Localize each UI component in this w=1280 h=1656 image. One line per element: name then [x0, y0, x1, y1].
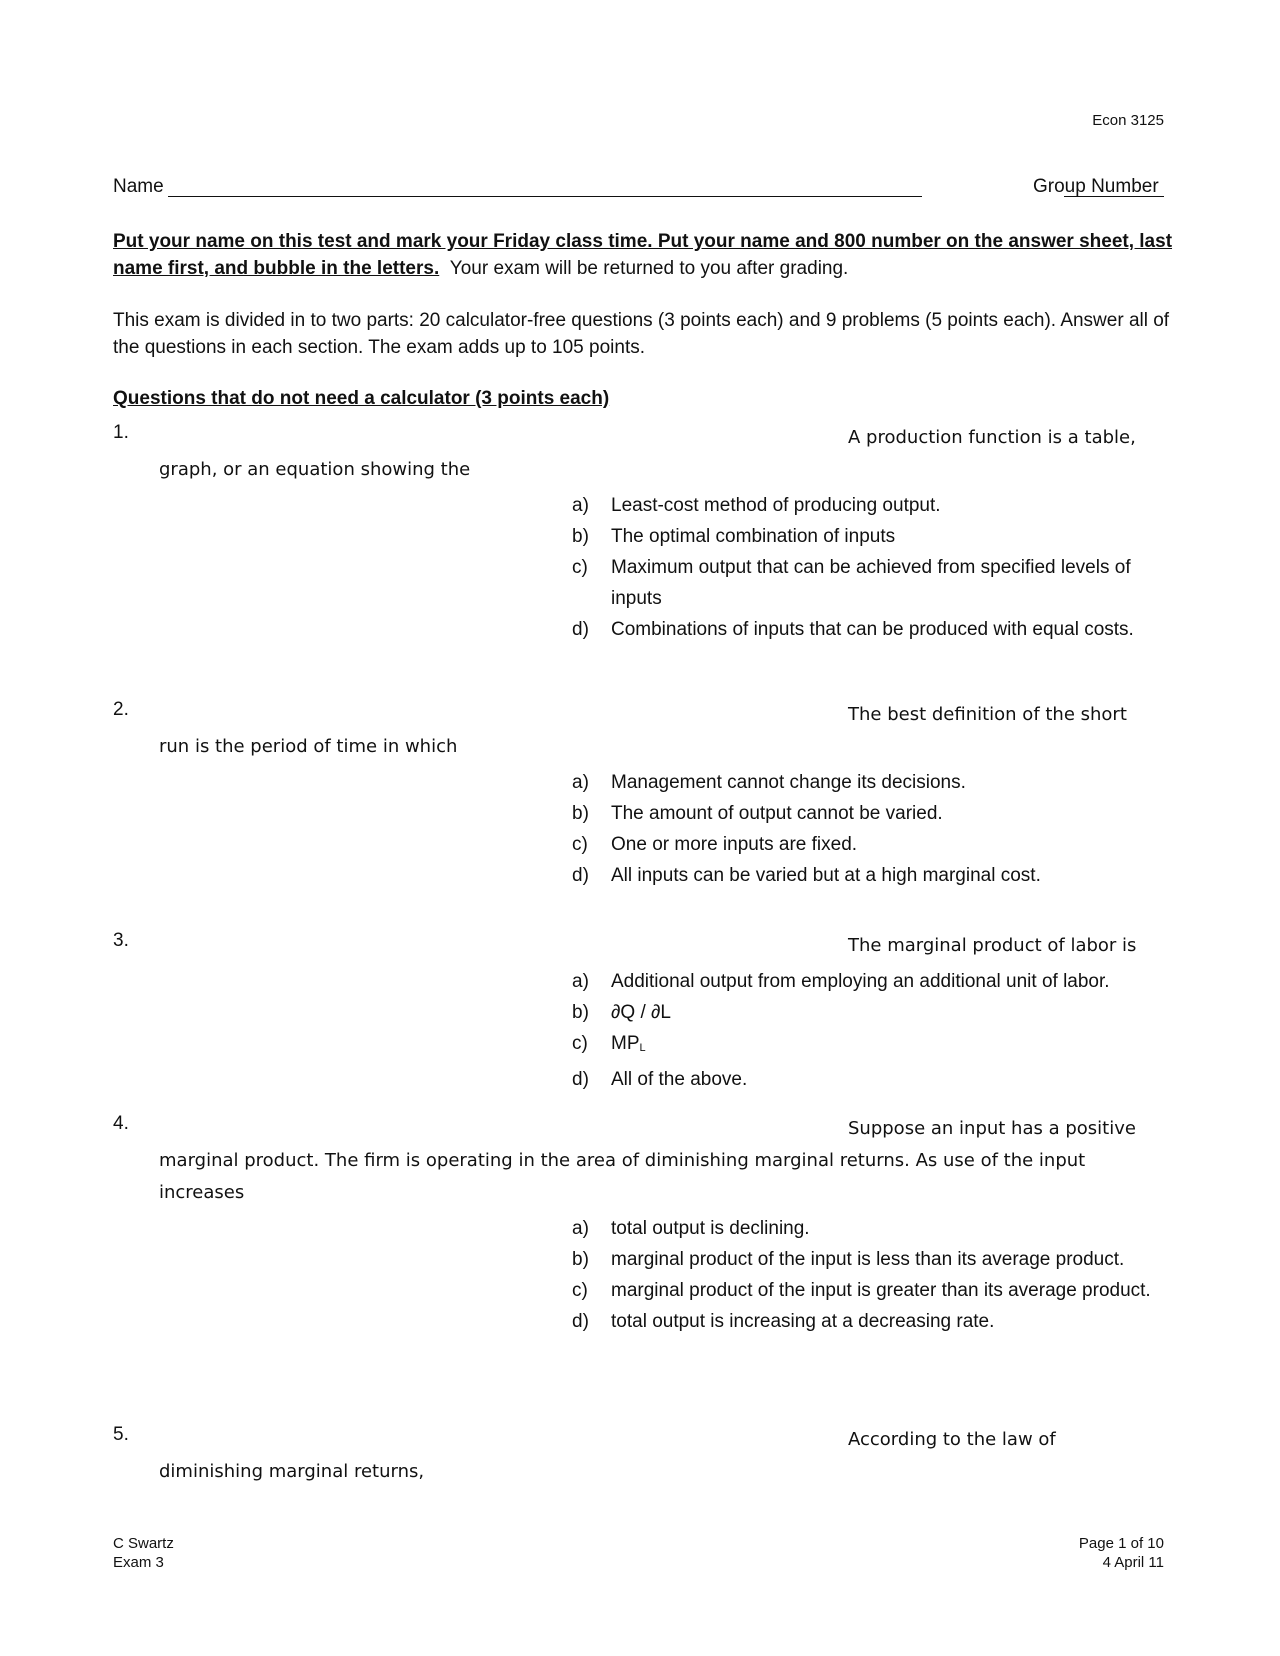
answer-options [113, 490, 1168, 645]
instructions [113, 228, 1173, 282]
option-b[interactable] [572, 1244, 1156, 1275]
question-text-rest: graph, or an equation showing the [159, 459, 471, 480]
option-letter: d) [572, 619, 589, 640]
footer-author: C Swartz [113, 1535, 174, 1552]
name-row [113, 176, 1164, 200]
option-text: ∂Q / ∂L [611, 1002, 671, 1023]
question-text [113, 422, 1168, 486]
option-a[interactable] [572, 1213, 1156, 1244]
option-letter: b) [572, 1002, 589, 1023]
question-number: 2. [113, 699, 129, 720]
option-letter: c) [572, 557, 588, 578]
option-text: The optimal combination of inputs [611, 526, 896, 547]
option-c[interactable] [572, 1275, 1156, 1306]
footer-left [113, 1534, 174, 1572]
answer-options [113, 1213, 1168, 1337]
course-code: Econ 3125 [1092, 112, 1164, 129]
option-letter: a) [572, 971, 589, 992]
footer-right [1079, 1534, 1164, 1572]
footer-exam: Exam 3 [113, 1554, 164, 1571]
question-text-rest: marginal product. The firm is operating in the area of diminishing marginal returns. As use of the input increases [159, 1150, 1086, 1203]
question-number: 4. [113, 1113, 129, 1134]
option-letter: a) [572, 495, 589, 516]
option-text: Combinations of inputs that can be produced with equal costs. [611, 619, 1134, 640]
option-a[interactable] [572, 767, 1156, 798]
instructions-emphasis: Put your name on this test and mark your Friday class time. Put your name and 800 number on the answer sheet, last name first, and bubble in the letters. [113, 231, 1173, 279]
question-text-rest: run is the period of time in which [159, 736, 458, 757]
option-text: All inputs can be varied but at a high marginal cost. [611, 865, 1041, 886]
option-letter: b) [572, 1249, 589, 1270]
option-c[interactable] [572, 552, 1156, 614]
question-text [113, 1424, 1168, 1488]
question-text-first: According to the law of [848, 1429, 1056, 1450]
option-c[interactable] [572, 829, 1156, 860]
question-5 [113, 1424, 1168, 1488]
answer-options [113, 966, 1168, 1095]
option-letter: b) [572, 526, 589, 547]
footer-page-number: Page 1 of 10 [1078, 1535, 1164, 1552]
option-text: MP [611, 1033, 640, 1054]
question-text-first: Suppose an input has a positive [848, 1118, 1136, 1139]
option-text: marginal product of the input is greater than its average product. [611, 1280, 1151, 1301]
instructions-note: Your exam will be returned to you after grading. [449, 258, 849, 279]
option-text: total output is increasing at a decreasing rate. [611, 1311, 995, 1332]
option-b[interactable] [572, 521, 1156, 552]
question-text-first: The best definition of the short [848, 704, 1127, 725]
name-label: Name [113, 176, 164, 197]
question-text-first: A production function is a table, [848, 427, 1136, 448]
question-number: 1. [113, 422, 129, 443]
question-text-rest: diminishing marginal returns, [159, 1461, 425, 1482]
question-number: 3. [113, 930, 129, 951]
option-d[interactable] [572, 1306, 1156, 1337]
option-text: Additional output from employing an additional unit of labor. [611, 971, 1110, 992]
question-text-first: The marginal product of labor is [848, 935, 1137, 956]
option-a[interactable] [572, 490, 1156, 521]
option-letter: a) [572, 1218, 589, 1239]
question-3 [113, 930, 1168, 1095]
option-letter: b) [572, 803, 589, 824]
option-d[interactable] [572, 1064, 1156, 1095]
name-field-line[interactable] [168, 196, 922, 197]
section-heading: Questions that do not need a calculator (3 points each) [113, 388, 610, 409]
option-text: The amount of output cannot be varied. [611, 803, 943, 824]
option-text: marginal product of the input is less than its average product. [611, 1249, 1125, 1270]
question-number: 5. [113, 1424, 129, 1445]
option-b[interactable] [572, 798, 1156, 829]
question-2 [113, 699, 1168, 891]
option-subscript: L [639, 1042, 646, 1054]
option-letter: d) [572, 1069, 589, 1090]
option-letter: d) [572, 1311, 589, 1332]
group-number-label: Group Number [1033, 176, 1159, 197]
option-a[interactable] [572, 966, 1156, 997]
option-d[interactable] [572, 860, 1156, 891]
question-1 [113, 422, 1168, 645]
option-text: Management cannot change its decisions. [611, 772, 966, 793]
option-c[interactable] [572, 1028, 1156, 1064]
option-text: total output is declining. [611, 1218, 810, 1239]
answer-options [113, 767, 1168, 891]
option-letter: c) [572, 834, 588, 855]
question-4 [113, 1113, 1168, 1337]
question-text [113, 1113, 1168, 1209]
option-letter: d) [572, 865, 589, 886]
option-text: All of the above. [611, 1069, 748, 1090]
option-d[interactable] [572, 614, 1156, 645]
option-letter: c) [572, 1280, 588, 1301]
group-number-field-line[interactable] [1064, 196, 1164, 197]
option-b[interactable] [572, 997, 1156, 1028]
option-letter: a) [572, 772, 589, 793]
option-text: Least-cost method of producing output. [611, 495, 941, 516]
option-text: One or more inputs are fixed. [611, 834, 858, 855]
question-text [113, 930, 1168, 962]
exam-intro: This exam is divided in to two parts: 20 calculator-free questions (3 points each) and 9 problems (5 points each). Answer all of the questions in each section. The exam adds up to 105 points. [113, 310, 1170, 358]
option-text: Maximum output that can be achieved from specified levels of inputs [611, 557, 1131, 609]
question-text [113, 699, 1168, 763]
option-letter: c) [572, 1033, 588, 1054]
footer-date: 4 April 11 [1102, 1554, 1164, 1571]
